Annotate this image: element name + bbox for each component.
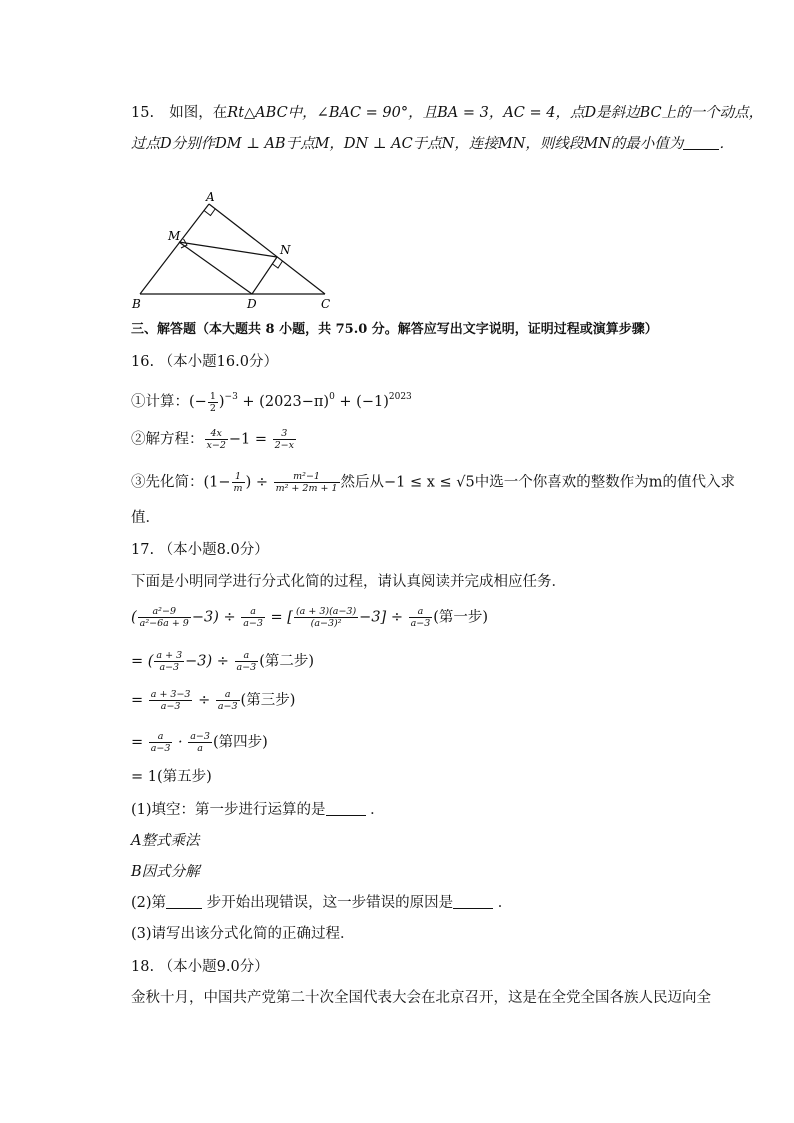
segment-dn [252,257,277,294]
label-b: B [132,297,141,311]
label-d: D [247,297,257,311]
q17-step1: ( $\frac{\text{a²−9}}{\text{a²−6a + 9}}$ −3) ÷ $\frac{a}{a-3}$ = [ $\frac{(a + 3)(a-3)}{\text{(a−3)²}}$ −3] ÷ $\frac{a}{a-3}$ (第一步) [131,606,489,629]
q17-step3: = $\frac{a + 3-3}{a-3}$ ÷ $\frac{a}{a-3}$ (第三步) [131,689,296,712]
segment-ab [140,204,209,294]
q16-p2-label: ②解方程： [131,431,204,448]
q15-line2-end: ． [719,136,734,152]
label-c: C [321,297,331,311]
q17-task3: (3)请写出该分式化简的正确过程． [131,926,355,942]
q16-part3: ③先化简：(1− $\frac{1}{m}$ ) ÷ $\frac{\text{m²−1}}{\text{m² + 2m + 1}}$ 然后从−1 ≤ x ≤ √5中选一个你喜欢的整数作为m的值代入求 [131,471,736,494]
label-n: N [280,243,291,257]
q15-text-c: 过点D分别作DM ⊥ AB于点M，DN ⊥ AC于点N，连接MN，则线段MN的最小值为 [131,136,684,152]
q18-line1: 金秋十月，中国共产党第二十次全国代表大会在北京召开，这是在全党全国各族人民迈向全 [131,990,711,1006]
q16-header: 16. （本小题16.0分） [131,354,278,370]
q16-part3-end: 值． [131,510,160,526]
q15-answer-blank [683,135,719,150]
segment-mn [179,242,277,257]
q17-task1-blank [326,801,366,816]
q16-p1-fraction: $\frac{1}{2}$ [209,390,216,414]
q16-p3-label: ③先化简： [131,474,204,491]
q17-header: 17. （本小题8.0分） [131,542,269,558]
q15-number: 15. [131,105,155,121]
q16-part1: ①计算：(− $\frac{1}{2}$ )$^{-3} + (2023-\pi)^0 + (-1)^{2023}$ [131,390,412,414]
q17-step5: = 1(第五步) [131,769,212,785]
q17-step4: = $\frac{a}{a-3}$ · $\frac{a-3}{a}$ (第四步) [131,731,268,754]
q17-option-b: B因式分解 [131,864,200,880]
q16-p1-expr-a: (− [189,394,207,410]
q17-task1: (1)填空：第一步进行运算的是 ． [131,802,385,818]
q17-task2-blank1 [166,894,202,909]
q16-p1-label: ①计算： [131,394,189,410]
q15-line1 [131,103,763,123]
section3-title: 三、解答题（本大题共 8 小题，共 75.0 分。解答应写出文字说明，证明过程或演算步骤） [131,322,658,337]
right-angle-mark-a [204,209,216,216]
q17-option-a: A整式乘法 [131,833,200,849]
q15-rt: Rt [227,105,245,121]
q17-task2-blank2 [453,894,493,909]
q18-header: 18. （本小题9.0分） [131,959,269,975]
q16-part2: ②解方程： $\frac{4x}{x-2}$ −1 = $\frac{3}{2-x}$ [131,428,294,451]
label-m: M [168,229,181,243]
q17-task2: (2)第 步开始出现错误，这一步错误的原因是 ． [131,895,513,911]
segment-dm [179,242,252,294]
triangle-figure [128,188,348,318]
q17-intro: 下面是小明同学进行分式化简的过程，请认真阅读并完成相应任务． [131,574,566,590]
q15-text-b: △ABC中，∠BAC = 90°，且BA = 3，AC = 4，点D是斜边BC上的一个动点， [244,105,764,121]
q15-text-a: 如图，在 [169,105,228,121]
q15-line2 [131,134,734,154]
label-a: A [206,190,215,204]
q17-step2: = ( $\frac{a + 3}{a-3}$ −3) ÷ $\frac{a}{a-3}$ (第二步) [131,650,315,673]
